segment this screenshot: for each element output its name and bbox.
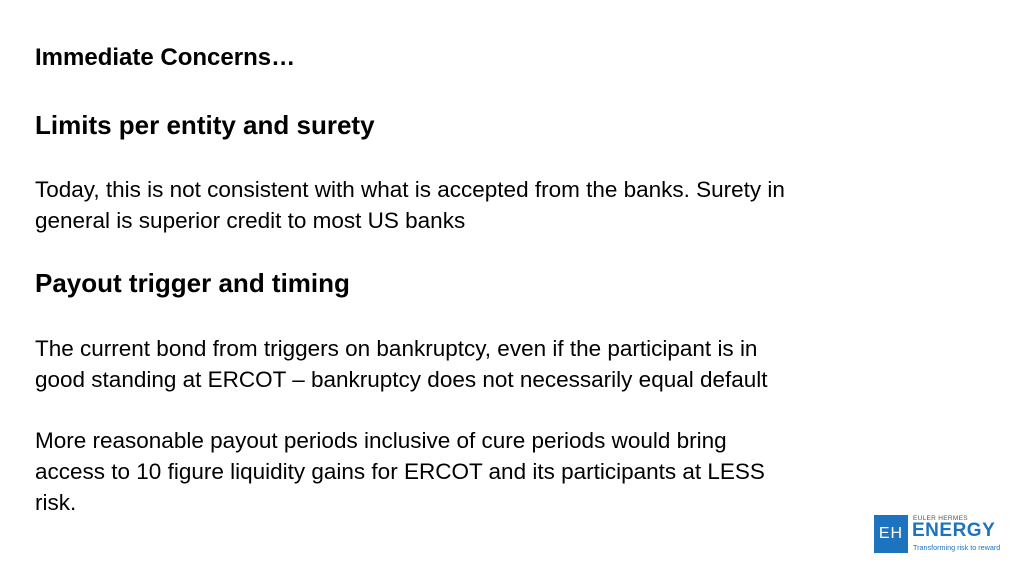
logo-mark: EH xyxy=(874,515,908,553)
slide-heading: Immediate Concerns… xyxy=(35,44,296,71)
section-title-payout: Payout trigger and timing xyxy=(35,268,350,298)
text-line: More reasonable payout periods inclusive of cure periods would bring xyxy=(35,428,727,453)
text-line: Today, this is not consistent with what is accepted from the banks. Surety in xyxy=(35,177,785,202)
text-line: good standing at ERCOT – bankruptcy does not necessarily equal default xyxy=(35,367,768,392)
text-line: The current bond from triggers on bankruptcy, even if the participant is in xyxy=(35,336,758,361)
section-title-limits: Limits per entity and surety xyxy=(35,110,375,140)
paragraph-payout-periods xyxy=(35,425,765,518)
paragraph-bond-trigger xyxy=(35,333,768,395)
text-line: access to 10 figure liquidity gains for ERCOT and its participants at LESS xyxy=(35,459,765,484)
text-line: risk. xyxy=(35,490,77,515)
euler-hermes-energy-logo xyxy=(874,514,1010,556)
paragraph-limits xyxy=(35,174,785,236)
logo-top-text: EULER HERMES xyxy=(913,515,968,522)
text-line: general is superior credit to most US banks xyxy=(35,208,466,233)
logo-main-text: ENERGY xyxy=(912,520,996,541)
logo-tagline: Transforming risk to reward xyxy=(913,543,1001,552)
